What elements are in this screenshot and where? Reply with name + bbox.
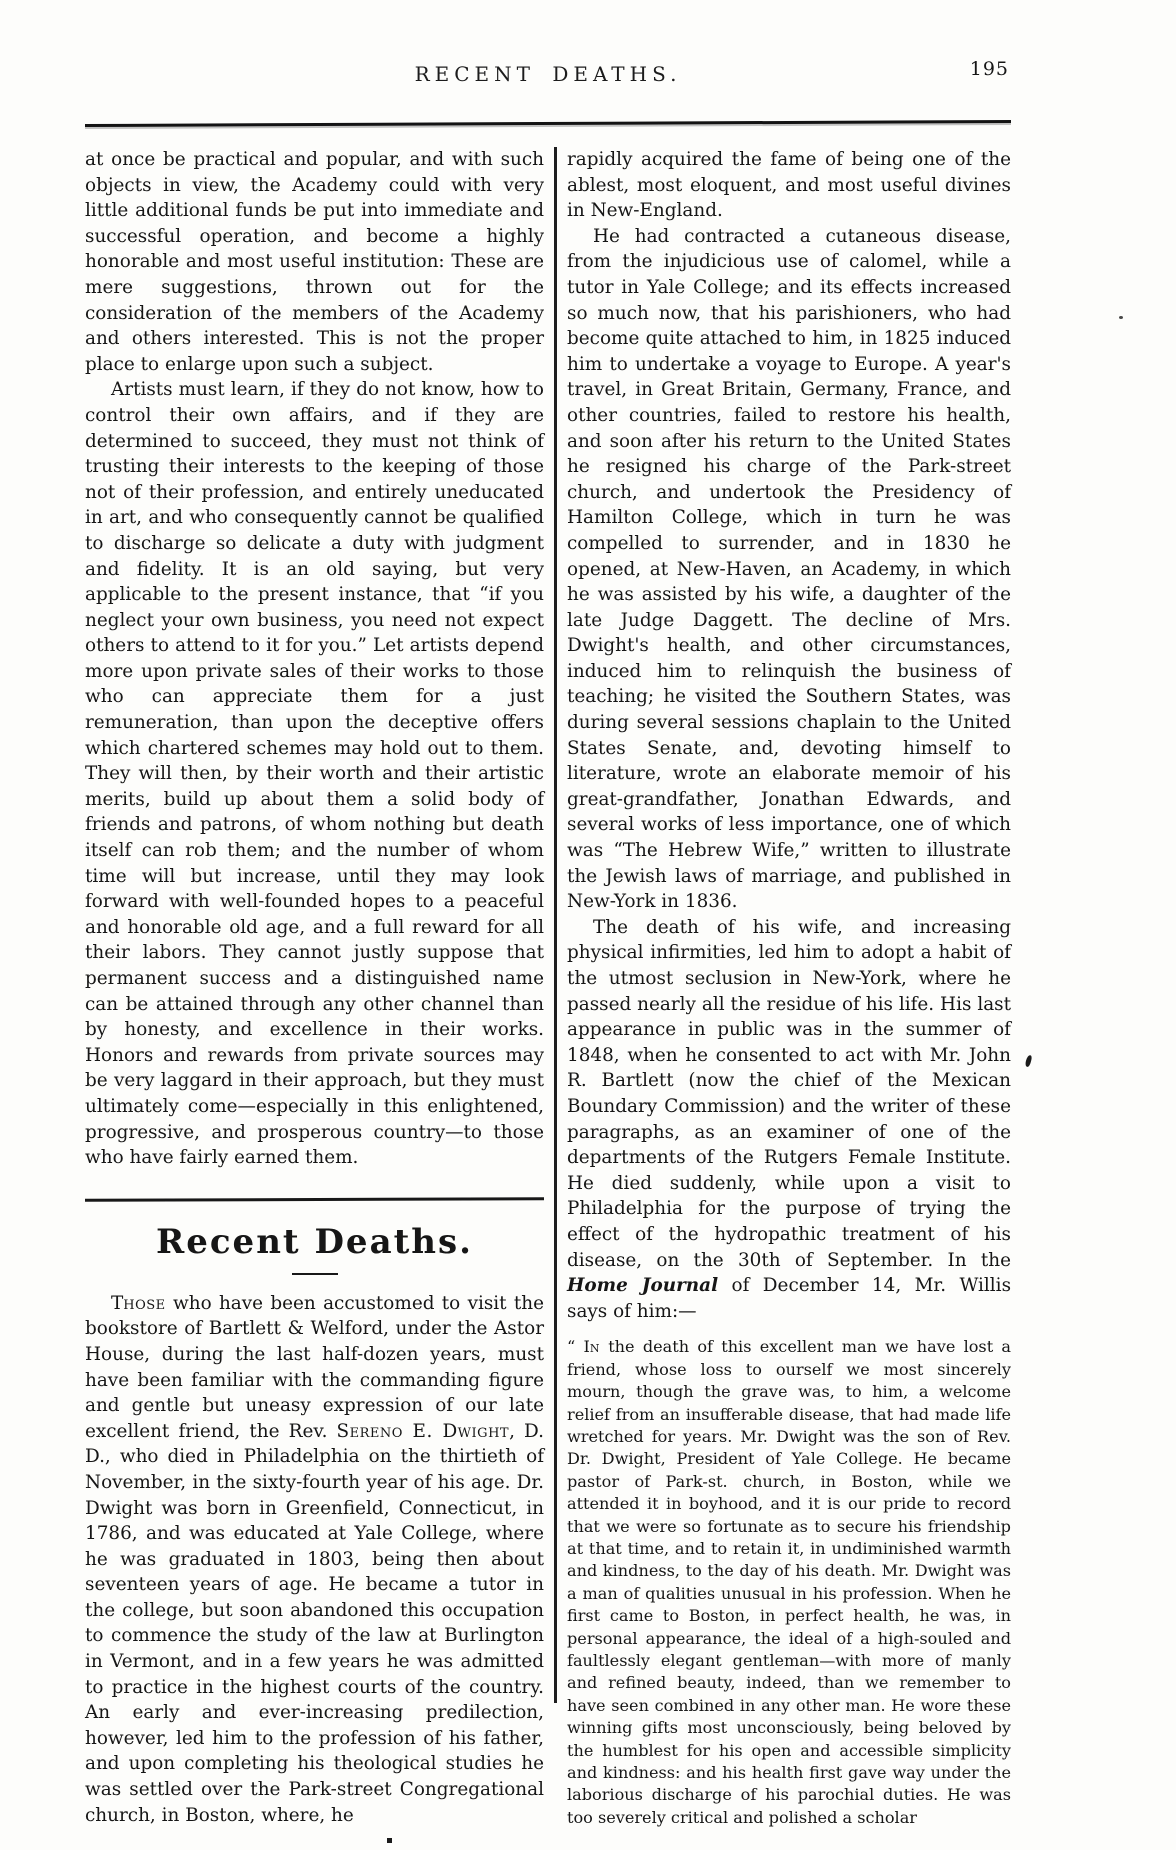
heading-underline-rule: [292, 1273, 338, 1275]
obituary-lead-cap: T: [111, 1292, 124, 1314]
quote-text: the death of this excellent man we have lost a friend, whose loss to ourself we most sincerely mourn, though the grave was, to him, a welcome relief from an insufferable disease, that had made life wretched for years. Mr. Dwight was the son of Rev. Dr. Dwight, President of Yale College. He became pastor of Park-st. church, in Boston, while we attended it in boyhood, and it is our pride to record that we were so fortunate as to secure his friendship at that time, and to retain it, in undiminished warmth and kindness, to the day of his death. Mr. Dwight was a man of qualities unusual in his profession. When he first came to Boston, in perfect health, he was, in personal appearance, the ideal of a high-souled and faultlessly elegant gentleman—with more of manly and refined beauty, indeed, than we remember to have seen combined in any other man. He wore these winning gifts most unconsciously, being beloved by the humblest for his open and accessible simplicity and kindness: and his health first gave way under the laborious discharge of his parochial duties. He was too severely critical and polished a scholar: [567, 1337, 1012, 1827]
section-divider-rule: [85, 1197, 544, 1202]
obituary-lead-smallcaps: hose: [123, 1292, 166, 1314]
paragraph: at once be practical and popular, and with such objects in view, the Academy could with very little additional funds be put into immediate and successful operation, and become a highly honorable and most useful institution: These are mere suggestions, thrown out for the consideration of the members of the Academy and others interested. This is not the proper place to enlarge upon such a subject.: [85, 149, 544, 375]
text-block: [85, 58, 1012, 1829]
two-column-body: [85, 147, 1011, 1829]
paragraph: He had contracted a cutaneous disease, from the injudicious use of calomel, while a tutor in Yale College; and its effects increased so much now, that his parishioners, who had become quite attached to him, in 1825 induced him to undertake a voyage to Europe. A year's travel, in Great Britain, Germany, France, and other countries, failed to restore his health, and soon after his return to the United States he resigned his charge of the Park-street church, and undertook the Presidency of Hamilton College, which in turn he was compelled to surrender, and in 1830 he opened, at New-Haven, an Academy, in which he was assisted by his wife, a daughter of the late Judge Daggett. The decline of Mrs. Dwight's health, and other circumstances, induced him to relinquish the business of teaching; he visited the Southern States, was during several sessions chaplain to the United States Senate, and, devoting himself to literature, wrote an elaborate memoir of his great-grandfather, Jonathan Edwards, and several works of less importance, one of which was “The Hebrew Wife,” written to illustrate the Jewish laws of marriage, and published in New-York in 1836.: [567, 225, 1011, 913]
obituary-paragraph: [85, 1291, 544, 1828]
quote-open: “ I: [567, 1337, 590, 1357]
running-head: [85, 58, 1011, 92]
scan-artifact: [1119, 316, 1123, 319]
scan-artifact: [387, 1838, 392, 1843]
header-rule: [85, 120, 1011, 127]
scan-artifact: [1025, 1055, 1033, 1068]
journal-title-italic: Home Journal: [567, 1275, 719, 1297]
column-divider-rule: [554, 147, 557, 1703]
obituary-name-smallcaps: Sereno E. Dwight: [336, 1420, 510, 1442]
section-heading: Recent Deaths.: [155, 1221, 474, 1262]
paragraph: [567, 915, 1011, 1325]
paragraph-text: of December 14, Mr. Willis says of him:—: [567, 1275, 1012, 1322]
quote-lead-smallcaps: n: [589, 1337, 600, 1357]
obituary-text: who have been accustomed to visit the bookstore of Bartlett & Welford, under the Astor House, during the last half-dozen years, must have been familiar with the commanding figure and gentle but uneasy expression of our late excellent friend, the Rev.: [85, 1292, 544, 1442]
left-column: [85, 147, 544, 1829]
running-head-title: RECENT DEATHS.: [414, 62, 682, 86]
paragraph: rapidly acquired the fame of being one of the ablest, most eloquent, and most useful divines in New-England.: [567, 149, 1011, 222]
page-number: 195: [969, 58, 1009, 80]
obituary-text: , D. D., who died in Philadelphia on the thirtieth of November, in the sixty-fourth year of his age. Dr. Dwight was born in Greenfield, Connecticut, in 1786, and was educated at Yale College, where he was graduated in 1803, being then about seventeen years of age. He became a tutor in the college, but soon abandoned this occupation to commence the study of the law at Burlington in Vermont, and in a few years he was admitted to practice in the highest courts of the country. An early and ever-increasing predilection, however, led him to the profession of his father, and upon completing his theological studies he was settled over the Park-street Congregational church, in Boston, where, he: [85, 1420, 544, 1826]
quoted-paragraph: [567, 1336, 1011, 1829]
right-column: [567, 147, 1011, 1829]
paragraph: Artists must learn, if they do not know, how to control their own affairs, and if they are determined to succeed, they must not think of trusting their interests to the keeping of those not of their profession, and entirely uneducated in art, and who consequently cannot be qualified to discharge so delicate a duty with judgment and fidelity. It is an old saying, but very applicable to the present instance, that “if you neglect your own business, you need not expect others to attend to it for you.” Let artists depend more upon private sales of their works to those who can appreciate them for a just remuneration, than upon the deceptive offers which chartered schemes may hold out to them. They will then, by their worth and their artistic merits, build up about them a solid body of friends and patrons, of whom nothing but death itself can rob them; and the number of whom time will but increase, until they may look forward with well-founded hopes to a peaceful and honorable old age, and a full reward for all their labors. They cannot justly suppose that permanent success and a distinguished name can be attained through any other channel than by honesty, and excellence in their works. Honors and rewards from private sources may be very laggard in their approach, but they must ultimately come—especially in this enlightened, progressive, and prosperous country—to those who have fairly earned them.: [85, 379, 544, 1169]
paragraph-text: The death of his wife, and increasing physical infirmities, led him to adopt a habit of the utmost seclusion in New-York, where he passed nearly all the residue of his life. His last appearance in public was in the summer of 1848, when he consented to act with Mr. John R. Bartlett (now the chief of the Mexican Boundary Commission) and the writer of these paragraphs, as an examiner of one of the departments of the Rutgers Female Institute. He died suddenly, while upon a visit to Philadelphia for the purpose of trying the effect of the hydropathic treatment of his disease, on the 30th of September. In the: [567, 916, 1011, 1271]
